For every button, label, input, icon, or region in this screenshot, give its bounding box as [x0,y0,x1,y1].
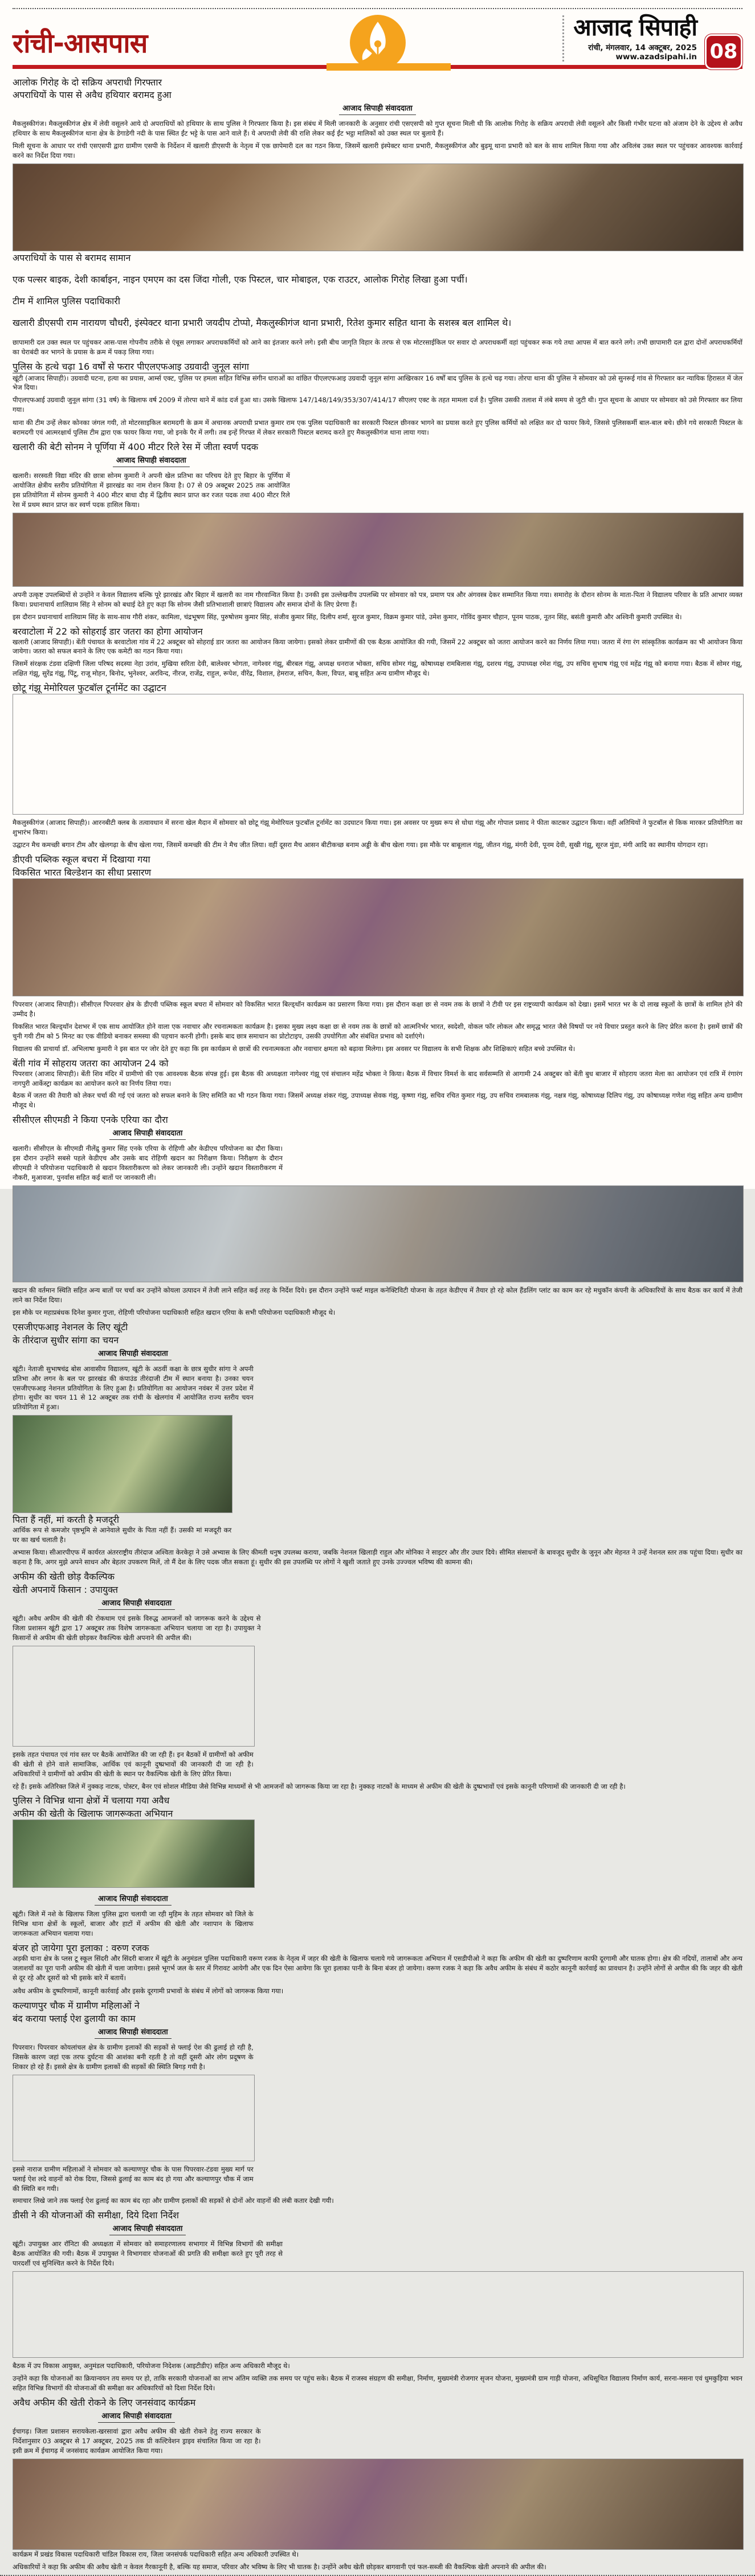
article-football-tournament [13,681,742,850]
headline-opium-alt-line2: खेती अपनायें किसान : उपायुक्त [13,1584,118,1596]
masthead [0,0,755,69]
box-varun-title: बंजर हो जायेगा पूरा इलाका : वरुण रजक [13,1943,149,1954]
headline-junul: पुलिस के हत्थे चढ़ा 16 वर्षों से फरार पीएलएफआइ उग्रवादी जुनूल सांगा [13,361,249,372]
article-paragraph: खलारी। सीसीएल के सीएमडी नीलेंद्रु कुमार सिंह एनके एरिया के रोहिणी और केडीएच परियोजना का दौरा किया। इस दौरान उन्होंने सबसे पहले केडीएच और उसके बाद रोहिणी खदान का निरीक्षण किया। निरीक्षण के दौरान सीएमडी ने परियोजना पदाधिकारी से खदान विस्तारीकरण को लेकर जानकारी ली। उन्होंने खदान विस्तारीकरण में नौकरी, मुआवजा, पुनर्वास सहित कई बातों पर जानकारी ली। [13,1144,283,1182]
headline-sonam: खलारी की बेटी सोनम ने पूर्णिया में 400 मीटर रिले रेस में जीता स्वर्ण पदक [13,441,258,453]
article-paragraph: मैकलुस्कीगंज (आजाद सिपाही)। आरनबीटी क्लब के तत्वावधान में सरना खेल मैदान में सोमवार को छोटू गंझू मेमोरियल फुटबॉल टूर्नामेंट का उदघाटन किया गया। इस अवसर पर मुख्य रूप से धोधा गंझू और गोपाल प्रसाद ने फीता काटकर उद्घाटन किया। वहीं अतिथियों ने फुटबॉल से किक मारकर प्रतियोगिता का शुभारंभ किया। [13,819,742,837]
masthead-rule [13,65,742,69]
byline-archer: आजाद सिपाही संवाददाता [95,1346,172,1360]
box-seized-title: अपराधियों के पास से बरामद सामान [13,252,131,263]
article-opium-alternative-farming [13,1570,742,1791]
photo-fly-ash-truck [13,2075,255,2161]
article-paragraph: ईचागढ़। जिला प्रशासन सरायकेला-खरसावां द्वारा अवैध अफीम की खेती रोकने हेतु राज्य सरकार के निर्देशानुसार 03 अक्टूबर से 17 अक्टूबर, 2025 तक प्री कल्टिवेशन ड्राइव संचालित किया जा रहा है। इसी क्रम में ईचागढ़ में जनसंवाद कार्यक्रम आयोजित किया गया। [13,2427,261,2455]
box-archer-title: पिता हैं नहीं, मां करती है मजदूरी [13,1514,120,1526]
photo-mine-inspection [13,1185,744,1282]
headline-kalyanpur-line1: कल्याणपुर चौक में ग्रामीण महिलाओं ने [13,2000,140,2011]
box-varun-text: अड़की थाना क्षेत्र के प्लस टू स्कूल सिंदरी और सिंदरी बाजार में खूंटी के अनुमंडल पुलिस पदाधिकारी वरूण रजक के नेतृत्व में जहर की खेती के खिलाफ चलाये गये जागरूकता अभियान में एसडीपीओ ने कहा कि अफीम की खेती का दुष्परिणाम काफी दूरगामी और घातक होगा। क्षेत्र की नदियों, तालाबों और अन्य जलाशयों का पूरा पानी अफीम की खेती में चला जायेगा। इससे भूगर्भ जल के स्तर में गिरावट आयेगी और एक दिन ऐसा आयेगा कि पूरा इलाका पानी के बिना बंजर हो जायेगा। वरूण रजक ने कहा कि अवैध अफीम के संबंध में कठोर कानूनी कार्रवाई का प्रावधान है। उन्होंने लोगों से अपील की कि जहर की खेती से दूर रहे और दूसरों को भी इसके बारे में बतायें। [13,1955,742,1982]
article-paragraph: पिपरवार (आजाद सिपाही)। सीसीएल पिपरवार क्षेत्र के डीएवी पब्लिक स्कूल बचरा में सोमवार को विकसित भारत बिल्ड्थॉन कार्यक्रम का प्रसारण किया गया। इस दौरान कक्षा छः से नवम तक के छात्रों ने टीवी पर इस राष्ट्रव्यापी कार्यक्रम को देखा। इसमें भारत भर के दो लाख स्कूलों के छात्रों के शामिल होने की उम्मीद है। [13,1000,742,1018]
byline-ccl: आजाद सिपाही संवाददाता [109,1126,186,1140]
article-paragraph: जिसमें संरक्षक टंडवा दक्षिणी जिला परिषद सदस्या नेहा उरांव, मुखिया सरिता देवी, बालेश्वर भोगता, नागेश्वर गंझू, बीरबल गंझू, अध्यक्ष धनराज भोक्ता, सचिव सोमर गंझू, कोषाध्यक्ष रामबिलास गंझू, दशरथ गंझू, उपाध्यक्ष रमेश गंझू, उप सचिव सुभाष गंझू एवं महेंद्र गंझू को बनाया गया। बैठक में सोमर गंझू, लक्षित गंझू, सुरेंद्र गंझू, पिंटू, राजू मोहन, बिनोद, भुनेश्वर, अरविन्द, नीरज, राजेंद्र, राहुल, रूपेश, वीरेंद्र, विशाल, हेमराज, सचिन, कैला, विपत, बाबू सहित अन्य ग्रामीण मौजूद थे। [13,660,742,678]
article-paragraph: अपनी उत्कृष्ट उपलब्धियों से उन्होंने न केवल विद्यालय बल्कि पूरे झारखंड और बिहार में खलारी का नाम गौरवान्वित किया है। उनकी इस उल्लेखनीय उपलब्धि पर सोमवार को पत्र, प्रमाण पत्र और अंगवस्त्र देकर सम्मानित किया गया। समारोह के दौरान सोनम के माता-पिता ने विद्यालय परिवार के प्रति आभार व्यक्त किया। प्रधानाचार्य शालिग्राम सिंह ने सोनम को बधाई देते हुए कहा कि सोनम जैसी प्रतिभाशाली छात्राएं विद्यालय और समाज दोनों के लिए प्रेरणा हैं। [13,590,742,608]
article-paragraph: बैठक में जतरा की तैयारी को लेकर चर्चा की गई एवं जतरा को सफल बनाने के लिए समिति का भी गठन किया गया। जिसमें अध्यक्ष शंकर गंझु, उपाध्यक्ष सेवक गंझु, कृष्णा गंझु, सचिव रचित कुमार गंझु, उप सचिव रामबालक गंझु, नक्षत्र गंझु, कोषाध्यक्ष दिलिप गंझु, उप कोषाध्यक्ष गणेश गंझु सहित अन्य ग्रामीण मौजूद थे। [13,1091,742,1110]
article-paragraph: उन्होंने कहा कि योजनाओं का क्रियान्वयन तय समय पर हो, ताकि सरकारी योजनाओं का लाभ अंतिम व्यक्ति तक समय पर पहुंच सके। बैठक में राजस्व संग्रहण की समीक्षा, निर्माण, मुख्यमंत्री रोजगार सृजन योजना, मुख्यमंत्री ग्राम गाड़ी योजना, अधिसूचित विद्यालय निर्माण कार्य, सरना-मसना एवं धुमकुड़िया भवन सहित विभिन्न विभागों की योजनाओं की समीक्षा कर अधिकारियों को दिशा निर्देश दिये। [13,2374,742,2392]
page-content [0,69,755,2572]
photo-ribbon-cutting-football [13,694,744,815]
article-paragraph: अवैध अफीम के दुष्परिणामों, कानूनी कार्रवाई और इसके दूरगामी प्रभावों के संबंध में लोगों को जागरूक किया गया। [13,1987,284,1995]
box-archer-family [13,1513,231,1545]
headline-awareness-line2: अफीम की खेती के खिलाफ जागरूकता अभियान [13,1808,173,1819]
article-paragraph: अभ्यास किया। सीआरपीएफ में कार्यरत अंतरराष्ट्रीय तीरंदाज अश्विता केरकेट्टा ने उसे अभ्यास के लिए कीमती धनुष उपलब्ध कराया, जबकि नेशनल खिलाड़ी राहुल और मोनिका ने साइटर और तीर उधार दिये। सीमित संसाधनों के बावजूद सुधीर के जुनून और मेहनत ने उन्हें नेशनल स्तर तक पहुंचा दिया। सुधीर का कहना है कि, अगर मुझे अपने साधन और बेहतर उपकरण मिलें, तो मैं देश के लिए पदक जीत सकता हूं। सुधीर की इस उपलब्धि पर लोगों ने खुशी जताते हुए उनके उज्ज्वल भविष्य की कामना की। [13,1548,742,1567]
article-paragraph: पिपरवार। पिपरवार कोयलांचल क्षेत्र के ग्रामीण इलाकों की सड़कों से फ्लाई ऐश की ढुलाई हो रही है, जिसके कारण जहां एक तरफ दुर्घटना की आशंका बनी रहती है तो वहीं दूसरी ओर लोग प्रदूषण के शिकार हो रहे हैं। इससे क्षेत्र के ग्रामीण इलाकों की सड़कों की स्थिति बिगड़ गयी है। [13,2043,254,2071]
headline-opium-alt-line1: अफीम की खेती छोड़ वैकल्पिक [13,1571,115,1583]
article-dc-review-meeting [13,2209,742,2393]
headline-dc: डीसी ने की योजनाओं की समीक्षा, दिये दिशा निर्देश [13,2210,179,2221]
box-varun-rajak [13,1941,742,1983]
article-paragraph: रहे हैं। इसके अतिरिक्त जिले में नुक्कड़ नाटक, पोस्टर, बैनर एवं सोशल मीडिया जैसे विभिन्न माध्यमों से भी आमजनों को जागरूक किया जा रहा है। नुक्कड़ नाटकों के माध्यम से अफीम की खेती के दुष्प्रभावों एवं इसके कानूनी परिणामों की जानकारी दी जा रही है। [13,1782,626,1790]
byline-jansamvad: आजाद सिपाही संवाददाता [98,2409,175,2423]
article-police-opium-awareness [13,1794,742,1996]
article-paragraph: पिपरवार (आजाद सिपाही)। बेंती शिव मंदिर में ग्रामीणो की एक आवश्यक बैठक संपन्न हुई। इस बैठक की अध्यक्षता नागेश्वर गंझू एवं संचालन महेंद्र भोक्ता ने किया। बैठक में विचार विमर्श के बाद सर्वसम्मति से आगामी 24 अक्टुबर को बेंती बुध बाजार में सोहराय जतरा मेला का आयोजन एवं रात्रि में रंगारंग नागपुरी आर्केस्ट्रा कार्यक्रम का आयोजन करने का निर्णय लिया गया। [13,1069,742,1087]
page-footer [0,2575,755,2576]
photo-sonam-felicitation [13,513,744,587]
article-paragraph: खूंटी। जिले में नशे के खिलाफ जिला पुलिस द्वारा चलायी जा रही मुहिम के तहत सोमवार को जिले के विभिन्न थाना क्षेत्रों के स्कूलों, बाजार और हाटों में अफीम की खेती और नशापान के खिलाफ जागरूकता अभियान चलाया गया। [13,1910,254,1938]
article-paragraph: इससे नाराज ग्रामीण महिलाओं ने सोमवार को कल्याणपुर चौक के पास पिपरवार-टंडवा मुख्य मार्ग पर फ्लाई ऐश लदे वाहनों को रोक दिया, जिससे ढुलाई का काम बंद हो गया और कल्याणपुर चौक में जाम की स्थिति बन गयी। [13,2165,254,2193]
article-junul-sanga [13,360,742,415]
article-paragraph: उद्घाटन मैच कमच्छी बगान टीम और खेलगढ़ा के बीच खेला गया, जिसमें कमच्छी की टीम ने मैच जीत लिया। वहीं दूसरा मैच आसन बीटीकच्छ बनाम अड्डी के बीच खेला गया। इस मौके पर बाबूलाल गंझू, जीतन गंझू, मंगरी देवी, पूनम देवी, सुखी गंझू, सूरज मुंडा, मंगी आदि का स्थानीय योगदान रहा। [13,841,708,849]
box-team-title: टीम में शामिल पुलिस पदाधिकारी [13,295,121,306]
headline-benti: बेंती गांव में सोहराय जतरा का आयोजन 24 को [13,1057,169,1069]
article-paragraph: मैकलुस्कीगंज। मैकलुस्कीगंज क्षेत्र में लेवी वसूलने आये दो अपराधियों को हथियार के साथ पुलिस ने गिरफ्तार किया है। इस संबंध में मिली जानकारी के अनुसार रांची एसएसपी को गुप्त सूचना मिली थी कि आलोक गिरोह के सक्रिय अपराधी लेवी वसूलने और किसी गंभीर घटना को अंजाम देने के उद्देश्य से अवैध हथियार के साथ मैकलुस्कीगंज थाना क्षेत्र के डेगाडेगी नदी के पास स्थित ईंट भट्टे के पास आने वाले हैं। ये अपराधी लेवी की राशि लेकर कई ईंट भट्ठा मालिकों को उक्त स्थल पर बुलाये हैं। [13,120,742,137]
article-paragraph: खूंटी (आजाद सिपाही)। उग्रवादी घटना, हत्या का प्रयास, आर्म्स एक्ट, पुलिस पर हमला सहित विभिन्न संगीन धाराओं का वांछित पीएलएफआइ उग्रवादी जुनूल सांगा आखिरकार 16 वर्षों बाद पुलिस के हत्थे चढ़ गया। तोरपा थाना की पुलिस ने सोमवार को उसे सुनरूई गांव से गिरफ्तार कर न्यायिक हिरासत में जेल भेज दिया। [13,374,742,392]
article-kalyanpur-fly-ash [13,1999,742,2206]
headline-archer-line2: के तीरंदाज सुधीर सांगा का चयन [13,1334,119,1346]
article-paragraph: इस मौके पर महाप्रबंधक दिनेश कुमार गुप्ता, रोहिणी परियोजना पदाधिकारी सहित खदान एरिया के सभी परियोजना पदाधिकारी मौजूद थे। [13,1308,336,1316]
headline-dav-line2: विकसित भारत बिल्डेशन का सीधा प्रसारण [13,866,152,878]
paper-website: www.azadsipahi.in [615,52,697,62]
article-paragraph: खूंटी। नेताजी सुभाषचंद्र बोस आवासीय विद्यालय, खूंटी के अठवीं कक्षा के छात्र सुधीर सांगा ने अपनी प्रतिभा और लगन के बल पर झारखंड की कंपाउंड तीरंदाजी टीम में स्थान बनाया है। उनका चयन एसजीएफआइ नेशनल प्रतियोगिता के लिए हुआ है। प्रतियोगिता का आयोजन नवंबर में उत्तर प्रदेश में होगा। सुधीर का चयन 11 से 12 अक्टूबर तक रांची के खेलगांव में आयोजित राज्य स्तरीय चयन प्रतियोगिता में हुआ। [13,1364,254,1412]
article-barvatola-jatra [13,625,742,679]
article-alok-gang-arrest [13,76,742,437]
article-paragraph: छापामारी दल उक्त स्थल पर पहुंचकर आस-पास गोपनीय तरीके से एंबूस लगाकर अपराधकर्मियों को आने का इंतजार करने लगे। इसी बीच जागृति विहार के तरफ से एक मोटरसाईकिल पर सवार दो अपराधकर्मी वहां पहुंचकर रूक गये तथा आपस में बात करने लगे। तभी छापामारी दल द्वारा दोनों अपराधकर्मियों का घेराबंदी कर भागने के प्रयास के क्रम में पकड़ लिया गया। [13,338,742,356]
article-paragraph: अधिकारियों ने कहा कि अफीम की अवैध खेती न केवल गैरकानूनी है, बल्कि यह समाज, परिवार और भविष्य के लिए भी घातक है। उन्होंने अवैध खेती छोड़कर बागवानी एवं फल-सब्जी की वैकल्पिक खेती अपनाने की अपील की। [13,2562,546,2571]
headline-kalyanpur-line2: बंद कराया फ्लाई ऐश ढुलायी का काम [13,2013,136,2024]
photo-awareness-meeting-hall [13,1646,255,1747]
photo-police-press-conference [13,163,744,251]
headline-jansamvad: अवैध अफीम की खेती रोकने के लिए जनसंवाद कार्यक्रम [13,2397,196,2408]
article-paragraph: इस दौरान प्रधानाचार्य शालिग्राम सिंह के साथ-साथ गौरी शंकर, कामिला, चंद्रभूषण सिंह, पुरुषोत्तम कुमार सिंह, संजीव कुमार सिंह, दिलीप शर्मा, सुरज कुमार, विक्रम कुमार पांडे, उमेश कुमार, गोविंद कुमार चौहान, पूनम पाठक, नूतन सिंह, बसंती कुमारी और अश्विनी कुमारी उपस्थित थे। [13,612,682,621]
article-ccl-cmd-visit [13,1113,742,1317]
article-jansamvad-program [13,2396,742,2572]
article-paragraph: बैठक में उप विकास आयुक्त, अनुमंडल पदाधिकारी, परियोजना निदेशक (आइटीडीए) सहित अन्य अधिकारी मौजूद थे। [13,2362,290,2370]
byline-opium-alt: आजाद सिपाही संवाददाता [98,1596,175,1610]
article-paragraph: थाना की टीम उन्हें लेकर कोनका जंगल गयी, तो मोटरसाइकिल बरामदगी के क्रम में अचानक अपराधी प्रभात कुमार राम एक पुलिस पदाधिकारी का सरकारी पिस्टल छीनकर भागने का प्रयास करते हुए पुलिस कर्मियों को लक्षित कर दो फायर किये, जिससे पुलिसकर्मी बाल-बाल बचे। छीने गये सरकारी पिस्टल के बरामदगी एवं आत्मरक्षार्थ पुलिस टीम द्वारा एक फायर किया गया, जो इनके पैर में लगी। तब इन्हें गिरफ्त में लेकर सरकारी पिस्टल बरामद करते हुए मैकलुस्कीगंज थाना लाया गया। [13,419,742,437]
photo-jansamvad-placards [13,2459,744,2550]
article-paragraph: खलारी (आजाद सिपाही)। बेंती पंचायत के बरवाटोला गांव में 22 अक्टूबर को सोहराई डार जतरा का आयोजन किया जायेगा। इसको लेकर ग्रामीणों की एक बैठक आयोजित की गयी, जिसमें 22 अक्टूबर को जतरा आयोजन करने का निर्णय लिया गया। जतरा में रंगा रंग सांस्कृतिक कार्यक्रम का भी आयोजन किया जायेगा। जतरा को सफल बनाने के लिए एक कमेटी का गठन किया गया। [13,637,742,656]
article-paragraph: इसके तहत पंचायत एवं गांव स्तर पर बैठकें आयोजित की जा रही हैं। इन बैठकों में ग्रामीणों को अफीम की खेती से होने वाले सामाजिक, आर्थिक एवं कानूनी दुष्प्रभावों की जानकारी दी जा रही है। अधिकारियों ने ग्रामीणों को अफीम की खेती के स्थान पर वैकल्पिक खेती के लिए प्रेरित किया। [13,1750,254,1778]
paper-name: आजाद सिपाही [573,13,697,41]
photo-dc-review-meeting [13,2271,744,2358]
article-benti-sohray-jatra [13,1057,742,1111]
bottom-dotted-rule [0,2575,755,2576]
byline-sonam: आजाद सिपाही संवाददाता [113,453,190,467]
article-archer-selection [13,1320,742,1567]
article-paragraph: पीएलएफआई उग्रवादी जुनूल सांगा (31 वर्ष) के खिलाफ वर्ष 2009 में तोरपा थाने में कांड दर्ज हुआ था। उसके खिलाफ 147/148/149/353/307/414/17 सीएलए एक्ट के तहत मामला दर्ज है। पुलिस उसकी तलाश में लंबे समय से जुटी थी। गुप्त सूचना के आधार पर सोमवार को उसे गिरफ्तार कर लिया गया। [13,396,742,414]
article-paragraph: विद्यालय की प्राचार्या डॉ. अभिलाषा कुमारी ने इस बात पर जोर देते हुए कहा कि इस कार्यक्रम से छात्रों की रचनात्मकता और नवाचार क्षमता को बढ़ावा मिलेगा। इस अवसर पर विद्यालय के सभी शिक्षक और शिक्षिकाएं सहित बच्चे उपस्थित थे। [13,1044,576,1053]
byline-kalyanpur: आजाद सिपाही संवाददाता [95,2025,172,2039]
photo-school-students-hall [13,878,744,996]
article-paragraph: खदान की वर्तमान स्थिति सहित अन्य बातों पर चर्चा कर उन्होंने कोयला उत्पादन में तेजी लाने सहित कई तरह के निर्देश दिये। इस दौरान उन्होंने फर्स्ट माइल कनेक्टिविटी योजना के तहत केडीएच में तैयार हो रहे कोल हैंडलिंग प्लांट का काम कर रहे मधुकॉन कंपनी के अधिकारियों के साथ बैठक कर कार्य में तेजी लाने का निर्देश दिया। [13,1286,742,1304]
lede-alok: अपराधियों के पास से अवैध हथियार बरामद हुआ [13,89,172,100]
article-paragraph: समाचार लिखे जाने तक फ्लाई ऐश ढुलाई का काम बंद रहा और ग्रामीण इलाकों की सड़कों से दोनों ओर वाहनों की लंबी कतार देखी गयी। [13,2197,334,2205]
middle-column [13,1113,742,1791]
left-column [13,625,742,1111]
headline-ccl: सीसीएल सीएमडी ने किया एनके एरिया का दौरा [13,1114,168,1126]
photo-awareness-campaign [13,1819,255,1888]
article-paragraph: खूंटी। उपायुक्त आर रॉनिटा की अध्यक्षता में सोमवार को समाहरणालय सभागार में विभिन्न विभागों की समीक्षा बैठक आयोजित की गयी। बैठक में उपायुक्त ने विभागवार योजनाओं की प्रगति की समीक्षा करते हुए पूरी तरह से पारदर्शी एवं सुनिश्चित करने के निर्देश दिये। [13,2240,283,2268]
article-paragraph: मिली सूचना के आधार पर रांची एसएसपी द्वारा ग्रामीण एसपी के निर्देशन में खलारी डीएसपी के नेतृत्व में एक छापेमारी दल का गठन किया, जिसमें खलारी इंस्पेक्टर थाना प्रभारी, मैकलुस्कीगंज और बुढ़मू थाना प्रभारी को बल के साथ शामिल किया गया और अविलंब उक्त स्थल पर पहुंचकर आवश्यक कार्रवाई करने का निर्देश दिया गया। [13,141,742,160]
box-archer-text: आर्थिक रूप से कमजोर पृष्ठभूमि से आनेवाले सुधीर के पिता नहीं हैं। उसकी मां मजदूरी कर घर का खर्च चलाती है। [13,1526,232,1544]
byline-alok: आजाद सिपाही संवाददाता [339,101,416,115]
byline-dc: आजाद सिपाही संवाददाता [109,2221,186,2235]
box-seized-text: एक पल्सर बाइक, देशी कार्बाइन, नाइन एमएम का दस जिंदा गोली, एक पिस्टल, चार मोबाइल, एक राउटर, आलोक गिरोह लिखा हुआ पर्ची। [13,273,468,285]
box-seized-items [13,251,742,329]
article-paragraph: खूंटी। अवैध अफीम की खेती की रोकथाम एवं इसके विरुद्ध आमजनों को जागरूक करने के उद्देश्य से जिला प्रशासन खूंटी द्वारा 17 अक्टूबर तक विशेष जागरूकता अभियान चलाया जा रहा है। उपायुक्त ने किसानों से अफीम की खेती छोड़कर वैकल्पिक खेती अपनाने की अपील की। [13,1614,261,1642]
page-number-badge: 08 [705,34,742,69]
headline-archer-line1: एसजीएफआइ नेशनल के लिए खूंटी [13,1321,128,1332]
headline-dav-line1: डीएवी पब्लिक स्कूल बचरा में दिखाया गया [13,853,150,865]
article-paragraph: खलारी। सरस्वती विद्या मंदिर की छात्रा सोनम कुमारी ने अपनी खेल प्रतिभा का परिचय देते हुए बिहार के पूर्णिया में आयोजित क्षेत्रीय स्तरीय प्रतियोगिता में झारखंड का नाम रोशन किया है। 07 से 09 अक्टूबर 2025 तक आयोजित इस प्रतियोगिता में सोनम कुमारी ने 400 मीटर बाधा दौड़ में द्वितीय स्थान प्राप्त कर रजत पदक तथा 400 मीटर रिले रेस में प्रथम स्थान प्राप्त कर स्वर्ण पदक हासिल किया। [13,472,290,509]
masthead-rule-accent [327,63,451,71]
article-paragraph: विकसित भारत बिल्ड्थॉन देशभर में एक साथ आयोजित होने वाला एक नवाचार और रचनात्मकता कार्यक्रम है। इसका मुख्य लक्ष्य कक्षा छः से नवम तक के छात्रों को आत्मनिर्भर भारत, स्वदेशी, वोकल फॉर लोकल और समृद्ध भारत जैसे विषयों पर नये विचार प्रस्तुत करने के लिए प्रेरित करना है। इसमें छात्रों की चुनी गयी टीम को 5 मिनट का एक वीडियो बनाकर समस्या की पहचान करनी होगी। इसके बाद छात्र समाधान का प्रोटोटाइप, उसकी उपयोगिता और संबंधित प्रभाव को दर्शाएंगे। [13,1022,742,1040]
article-dav-school-broadcast [13,853,742,1054]
headline-awareness-line1: पुलिस ने विभिन्न थाना क्षेत्रों में चलाया गया अवैध [13,1795,170,1806]
headline-chhotu: छोटू गंझू मेमोरियल फुटबॉल टूर्नामेंट का उद्घाटन [13,682,166,694]
box-team-text: खलारी डीएसपी राम नारायण चौधरी, इंस्पेक्टर थाना प्रभारी जयदीप टोप्पो, मैकलुस्कीगंज थाना प्रभारी, रितेश कुमार सहित थाना के सशस्त्र बल शामिल थे। [13,317,512,328]
byline-awareness: आजाद सिपाही संवाददाता [95,1891,172,1906]
photo-archer-sudhir-sanga [13,1415,232,1513]
article-paragraph: कार्यक्रम में प्रखंड विकास पदाधिकारी चांडिल विकास राय, जिला जनसंपर्क पदाधिकारी सहित अन्य अधिकारी उपस्थित थे। [13,2550,299,2558]
section-title: रांची-आसपास [13,28,148,59]
headline-alok: आलोक गिरोह के दो सक्रिय अपराधी गिरफ्तार [13,77,162,88]
article-sonam-gold-medal [13,440,742,621]
headline-barvatola: बरवाटोला में 22 को सोहराई डार जतरा का होगा आयोजन [13,625,203,637]
right-column [13,1794,742,2571]
paper-dateline: रांची, मंगलवार, 14 अक्टूबर, 2025 [588,43,697,52]
